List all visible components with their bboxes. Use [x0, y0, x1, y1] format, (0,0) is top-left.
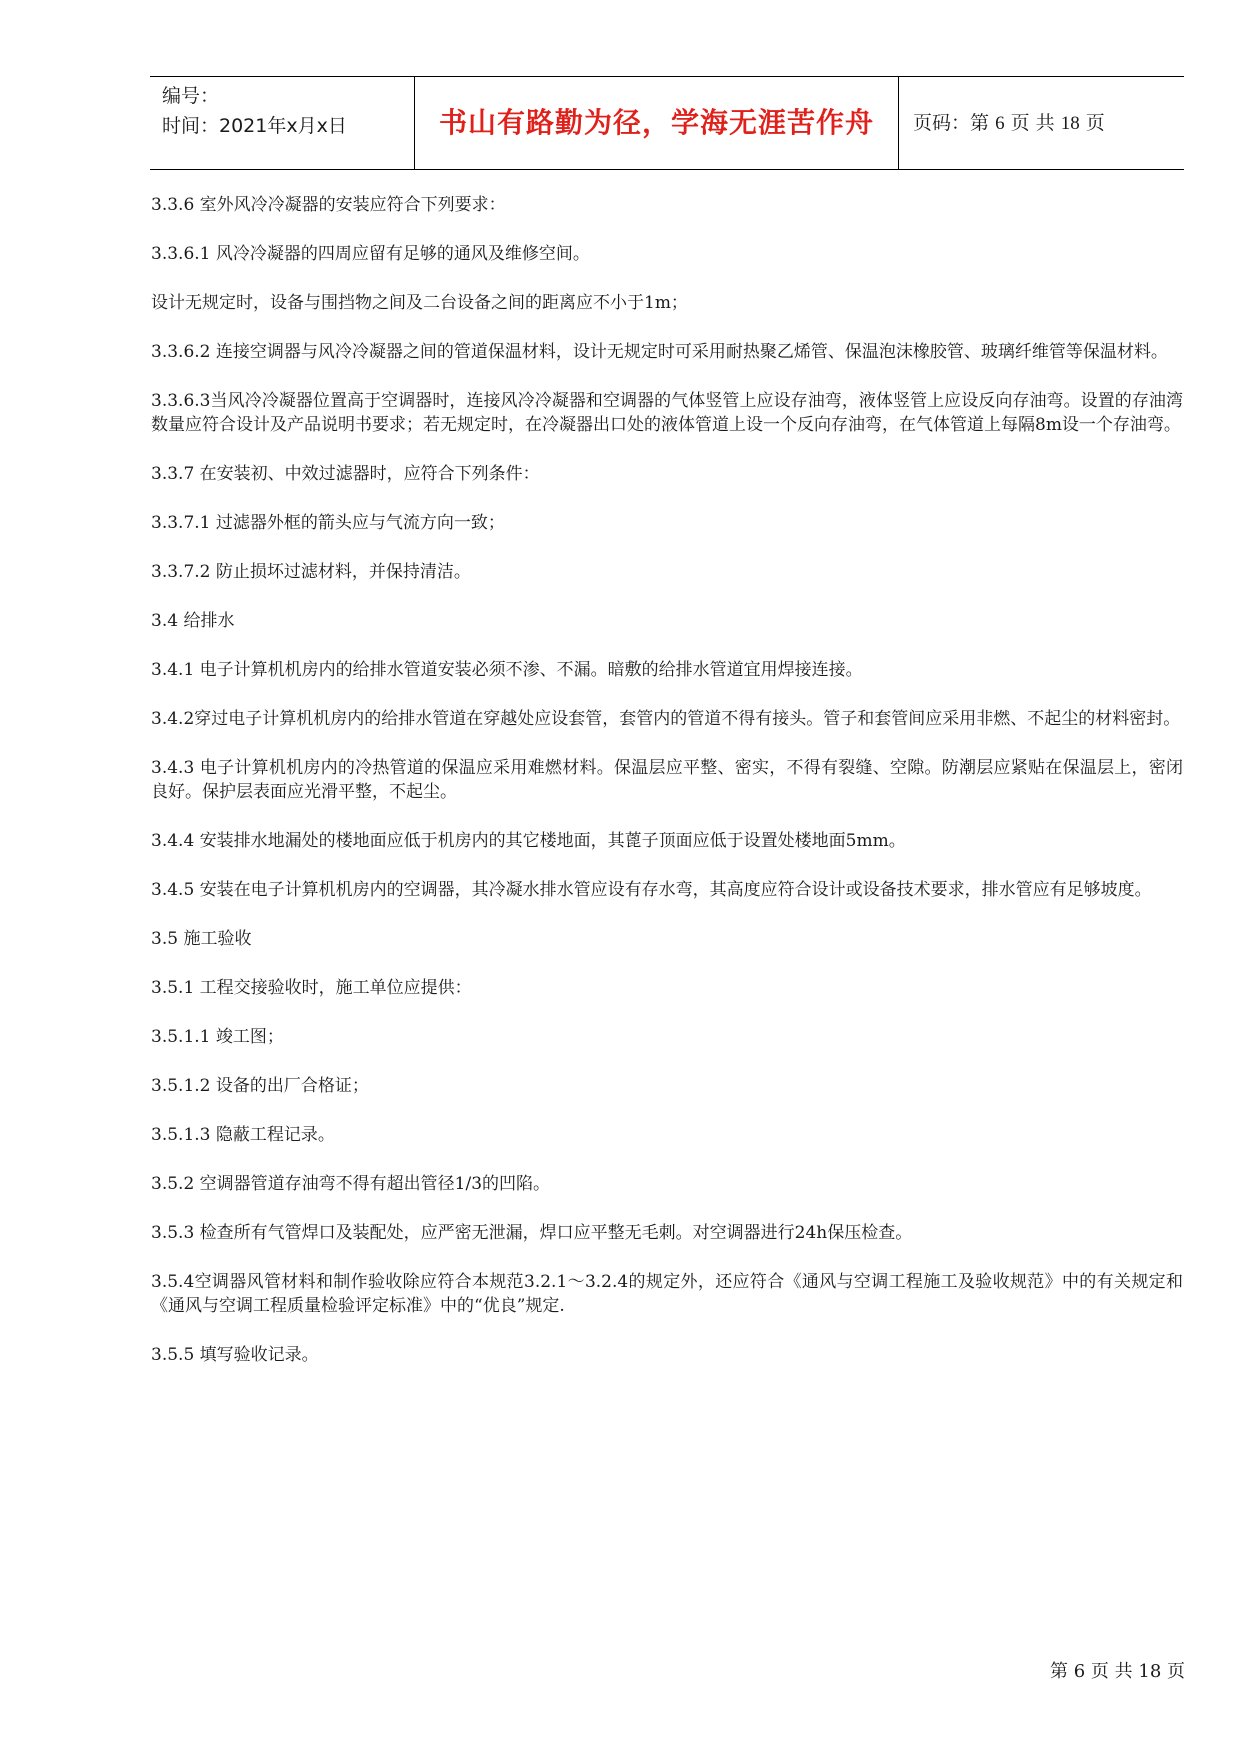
- paragraph: 3.3.6 室外风冷冷凝器的安装应符合下列要求：: [151, 195, 506, 215]
- paragraph: 3.4.4 安装排水地漏处的楼地面应低于机房内的其它楼地面，其蓖子顶面应低于设置处楼地面5mm。: [151, 831, 906, 851]
- page-footer: 第 6 页 共 18 页: [1050, 1661, 1185, 1682]
- header-info-cell: [150, 77, 414, 169]
- paragraph: 3.5.5 填写验收记录。: [151, 1345, 319, 1365]
- paragraph: 3.5.2 空调器管道存油弯不得有超出管径1/3的凹陷。: [151, 1174, 551, 1194]
- paragraph: 3.4.1 电子计算机机房内的给排水管道安装必须不渗、不漏。暗敷的给排水管道宜用焊接连接。: [151, 660, 863, 680]
- page-prefix: 页码：第: [913, 112, 990, 134]
- section-heading: 3.4 给排水: [151, 611, 235, 631]
- paragraph: 设计无规定时，设备与围挡物之间及二台设备之间的距离应不小于1m；: [151, 293, 688, 313]
- document-number-label: 编号：: [162, 85, 220, 107]
- paragraph: 3.3.7.2 防止损坏过滤材料，并保持清洁。: [151, 562, 471, 582]
- page-header: [150, 76, 1184, 170]
- paragraph: 3.5.4空调器风管材料和制作验收除应符合本规范3.2.1～3.2.4的规定外，还应符合《通风与空调工程施工及验收规范》中的有关规定和《通风与空调工程质量检验评定标准》中的“优良”规定.: [151, 1272, 1183, 1316]
- header-page-number: [899, 77, 1184, 169]
- paragraph: 3.4.3 电子计算机机房内的冷热管道的保温应采用难燃材料。保温层应平整、密实，不得有裂缝、空隙。防潮层应紧贴在保温层上，密闭良好。保护层表面应光滑平整，不起尘。: [151, 758, 1183, 802]
- paragraph: 3.5.1.1 竣工图；: [151, 1027, 284, 1047]
- paragraph: 3.5.1.2 设备的出厂合格证；: [151, 1076, 369, 1096]
- paragraph: 3.5.1 工程交接验收时，施工单位应提供：: [151, 978, 472, 998]
- page-current: 6: [995, 113, 1005, 134]
- page-suffix: 页: [1085, 112, 1105, 134]
- paragraph: 3.3.6.1 风冷冷凝器的四周应留有足够的通风及维修空间。: [151, 244, 590, 264]
- paragraph: 3.3.6.3当风冷冷凝器位置高于空调器时，连接风冷冷凝器和空调器的气体竖管上应设存油弯，液体竖管上应设反向存油弯。设置的存油湾数量应符合设计及产品说明书要求；若无规定时，在冷凝器出口处的液体管道上设一个反向存油弯，在气体管道上每隔8m设一个存油弯。: [151, 391, 1183, 435]
- paragraph: 3.4.2穿过电子计算机机房内的给排水管道在穿越处应设套管，套管内的管道不得有接头。管子和套管间应采用非燃、不起尘的材料密封。: [151, 709, 1181, 729]
- document-body: [151, 193, 1183, 1392]
- paragraph: 3.3.6.2 连接空调器与风冷冷凝器之间的管道保温材料，设计无规定时可采用耐热聚乙烯管、保温泡沫橡胶管、玻璃纤维管等保温材料。: [151, 342, 1168, 362]
- paragraph: 3.5.3 检查所有气管焊口及装配处，应严密无泄漏，焊口应平整无毛刺。对空调器进行24h保压检查。: [151, 1223, 913, 1243]
- page-mid: 页 共: [1010, 112, 1055, 134]
- paragraph: 3.5.1.3 隐蔽工程记录。: [151, 1125, 335, 1145]
- section-heading: 3.5 施工验收: [151, 929, 252, 949]
- page-total: 18: [1060, 113, 1080, 134]
- paragraph: 3.4.5 安装在电子计算机机房内的空调器，其冷凝水排水管应设有存水弯，其高度应符合设计或设备技术要求，排水管应有足够坡度。: [151, 880, 1152, 900]
- document-date: 时间：2021年x月x日: [162, 115, 347, 137]
- header-motto: 书山有路勤为径，学海无涯苦作舟: [414, 77, 899, 169]
- paragraph: 3.3.7 在安装初、中效过滤器时，应符合下列条件：: [151, 464, 540, 484]
- paragraph: 3.3.7.1 过滤器外框的箭头应与气流方向一致；: [151, 513, 505, 533]
